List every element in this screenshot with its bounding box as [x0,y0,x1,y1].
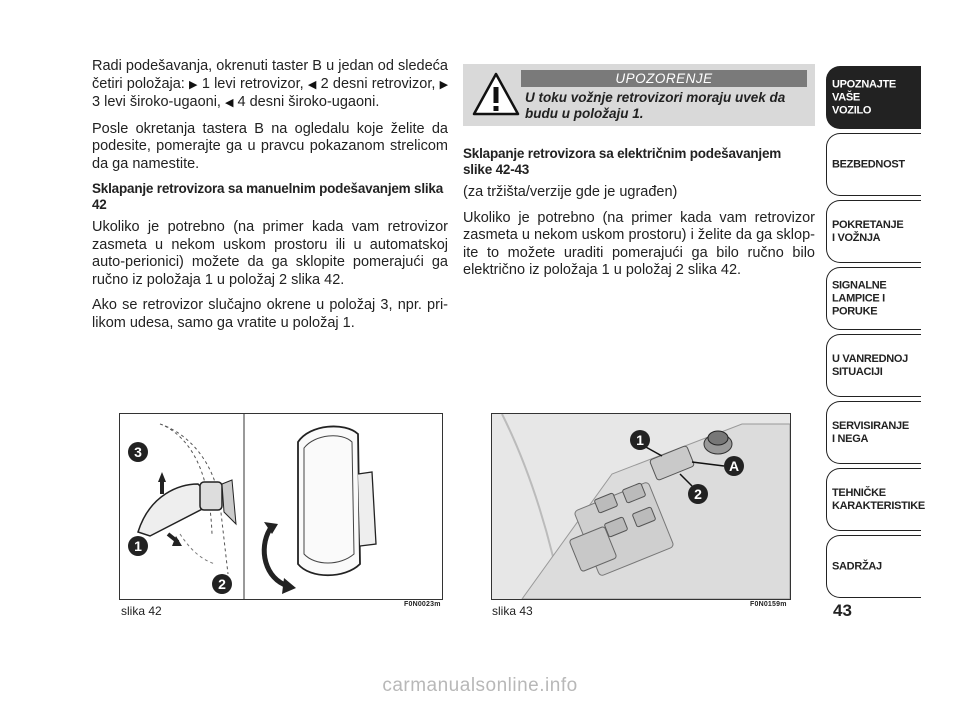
figure-42-caption: slika 42 [121,604,162,618]
warning-box [463,64,815,126]
paragraph-fold-electric: Ukoliko je potrebno (na primer kada vam retrovizor zasmeta u nekom uskom prostoru) i želite da ga sklop-ite to možete uraditi pomerajući ga bilo ručno bilo električno iz položaja 1 u položaj 2 slika 42. [463,209,815,278]
text-segment: 4 desni široko-ugaoni. [237,94,380,110]
marker-1: 1 [630,430,650,450]
page-number: 43 [833,601,852,620]
warning-title: UPOZORENJE [521,70,807,87]
tab-sadrzaj[interactable] [826,535,921,598]
watermark-text: carmanualsonline.info [382,675,578,696]
text-segment: 2 desni retrovizor, [320,75,436,92]
mirror-fold-illustration [120,414,442,599]
paragraph-mirror-positions [92,58,448,113]
tab-upoznajte-vase-vozilo[interactable] [826,66,921,129]
tab-label: POKRETANJE I VOŽNJA [832,218,904,244]
warning-text: U toku vožnje retrovizori moraju uvek da budu u položaju 1. [525,90,786,121]
triangle-left-icon: ◀ [307,78,317,91]
paragraph-fold-manual: Ukoliko je potrebno (na primer kada vam retrovizor zasmeta u nekom uskom prostoru ili u automatskoj auto-perionici) možete da ga sklopite pomerajući ga ručno iz položaja 1 u položaj 2 slika 42. [92,219,448,288]
figure-43-code: F0N0159m [750,601,787,608]
tab-servisiranje-i-nega[interactable] [826,401,921,464]
paragraph-adjust: Posle okretanja tastera B na ogledalu koje želite da podesite, pomerajte ga u pravcu pokazanom strelicom da ga namestite. [92,120,448,172]
triangle-left-icon: ◀ [225,97,234,109]
tab-label: SERVISIRANJE I NEGA [832,419,909,445]
tab-signalne-lampice[interactable] [826,267,921,330]
section-heading-electric [463,146,815,178]
left-column [92,58,448,340]
tab-label: SIGNALNE LAMPICE I PORUKE [832,279,887,317]
triangle-right-icon: ▶ [439,78,449,91]
tab-tehnicke-karakteristike[interactable] [826,468,925,531]
marker-a: A [724,456,744,476]
right-column [463,146,815,288]
figure-43-door-controls [491,413,791,600]
marker-2: 2 [212,574,232,594]
tab-label: U VANREDNOJ SITUACIJI [832,352,908,378]
tab-label: SADRŽAJ [832,560,882,572]
text-segment: 1 levi retrovizor, [201,75,304,92]
paragraph-market-note: (za tržišta/verzije gde je ugrađen) [463,184,678,200]
heading-line: Sklapanje retrovizora sa električnim podešavanjem [463,146,782,161]
marker-1: 1 [128,536,148,556]
tab-label: BEZBEDNOST [832,158,905,170]
text-segment: 3 levi široko-ugaoni, [92,94,221,110]
text-segment: Radi podešavanja, okrenuti taster B u jedan od sledeća četiri položaja: [92,58,448,92]
tab-bezbednost[interactable] [826,133,921,196]
triangle-right-icon: ▶ [189,78,198,91]
figure-43-caption: slika 43 [492,604,533,618]
marker-3: 3 [128,442,148,462]
marker-2: 2 [688,484,708,504]
figure-42-code: F0N0023m [404,601,441,608]
paragraph-accidental-turn: Ako se retrovizor slučajno okrene u položaj 3, npr. pri-likom udesa, samo ga vratite u položaj 1. [92,297,448,331]
tab-label: TEHNIČKE KARAKTERISTIKE [832,486,925,512]
tab-label: UPOZNAJTE VAŠE VOZILO [832,78,896,116]
section-heading-manual: Sklapanje retrovizora sa manuelnim podešavanjem slika 42 [92,181,444,212]
warning-triangle-icon [471,70,521,120]
heading-line: slike 42-43 [463,162,530,177]
figure-42-mirror-fold [119,413,443,600]
tab-pokretanje-i-voznja[interactable] [826,200,921,263]
tab-u-vanrednoj-situaciji[interactable] [826,334,921,397]
